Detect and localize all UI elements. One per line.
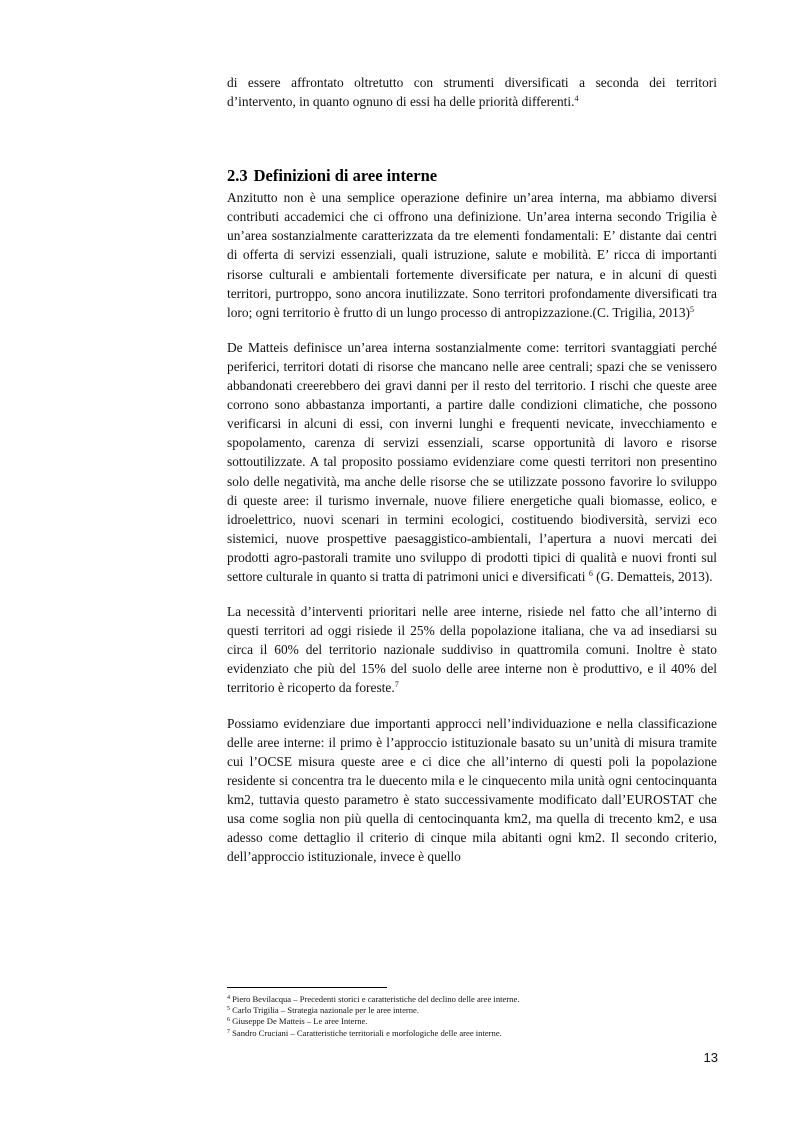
paragraph — [227, 602, 717, 697]
footnote — [227, 994, 717, 1005]
footnote-separator — [227, 987, 387, 988]
paragraph-text: Anzitutto non è una semplice operazione definire un’area interna, ma abbiamo diversi contributi accademici che ci offrono una definizione. Un’area interna secondo Trigilia è un’area sostanzialmente caratterizzata da tre elementi fondamentali: E’ distante dai centri di offerta di servizi essenziali, quali istruzione, salute e mobilità. E’ ricca di importanti risorse culturali e ambientali fortemente diversificate per natura, e in alcuni di questi territori, purtroppo, sono ancora inutilizzate. Sono territori profondamente diversificati tra loro; ogni territorio è frutto di un lungo processo di antropizzazione.(C. Trigilia, 2013) — [227, 190, 717, 320]
footnote-ref: 4 — [574, 94, 579, 104]
footnote-text: Sandro Cruciani – Caratteristiche territoriali e morfologiche delle aree interne. — [232, 1027, 502, 1038]
footnotes — [227, 987, 717, 1039]
paragraph-text: Possiamo evidenziare due importanti approcci nell’individuazione e nella classificazione delle aree interne: il primo è l’approccio istituzionale basato su un’unità di misura tramite cui l’OCSE misura queste aree e ci dice che all’interno di questi poli la popolazione residente si concentra tra le duecento mila e le cinquecento mila unità ogni centocinquanta km2, tuttavia questo parametro è stato successivamente modificato dall’EUROSTAT che usa come soglia non più quella di centocinquanta km2, ma quella di trecento km2, e usa adesso come dettaglio il criterio di cinque mila abitanti ogni km2. Il secondo criterio, dell’approccio istituzionale, invece è quello — [227, 715, 717, 865]
footnote-number: 5 — [227, 1006, 230, 1013]
footnote — [227, 1028, 717, 1039]
paragraph — [227, 714, 717, 867]
page-number: 13 — [703, 1050, 718, 1065]
paragraph — [227, 338, 717, 586]
paragraph-text: De Matteis definisce un’area interna sostanzialmente come: territori svantaggiati perché periferici, territori dotati di risorse che mancano nelle aree centrali; spazi che se venissero abbandonati creerebbero dei gravi danni per il resto del territorio. I rischi che queste aree corrono sono abbastanza importanti, a partire dalle condizioni climatiche, che possono verificarsi in alcuni di essi, con inverni lunghi e frequenti nevicate, invecchiamento e spopolamento, carenza di servizi essenziali, scarse opportunità di lavoro e risorse sottoutilizzate. A tal proposito possiamo evidenziare come questi territori non presentino solo delle negatività, ma anche delle risorse che se utilizzate possono favorire lo sviluppo di queste aree: il turismo invernale, nuove filiere energetiche quali biomasse, eolico, e idroelettrico, nuovi scenari in termini ecologici, costituendo biodiversità, servizi eco sistemici, nuove prospettive paesaggistico-ambientali, l’apertura a nuovi mercati dei prodotti agro-pastorali tramite uno sviluppo di prodotti tipici di qualità e nuovi fronti sul settore culturale in quanto si tratta di patrimoni unici e diversificati — [227, 339, 717, 584]
section-number: 2.3 — [227, 166, 248, 186]
body-text — [227, 73, 717, 866]
footnote-text: Giuseppe De Matteis – Le aree Interne. — [232, 1016, 368, 1027]
footnote — [227, 1005, 717, 1016]
footnote-number: 7 — [227, 1028, 230, 1035]
citation-text: (G. Dematteis, 2013). — [592, 568, 713, 584]
footnote — [227, 1016, 717, 1027]
section-heading — [227, 166, 717, 186]
intro-paragraph — [227, 73, 717, 111]
footnote-text: Carlo Trigilia – Strategia nazionale per le aree interne. — [232, 1005, 420, 1016]
footnote-ref: 5 — [690, 304, 695, 314]
footnote-number: 4 — [227, 995, 230, 1001]
paragraph — [227, 188, 717, 322]
paragraph-text: La necessità d’interventi prioritari nelle aree interne, risiede nel fatto che all’interno di questi territori ad oggi risiede il 25% della popolazione italiana, che va ad insediarsi su circa il 60% del territorio nazionale suddiviso in quattromila comuni. Inoltre è stato evidenziato che più del 15% del suolo delle aree interne non è produttivo, e il 40% del territorio è ricoperto da foreste. — [227, 604, 717, 696]
footnote-ref: 7 — [394, 680, 399, 690]
footnote-text: Piero Bevilacqua – Precedenti storici e caratteristiche del declino delle aree interne. — [232, 994, 520, 1004]
footnote-ref: 6 — [588, 568, 593, 578]
footnote-number: 6 — [227, 1017, 230, 1024]
intro-text: di essere affrontato oltretutto con strumenti diversificati a seconda dei territori d’intervento, in quanto ognuno di essi ha delle priorità differenti. — [227, 75, 717, 110]
section-title: Definizioni di aree interne — [253, 166, 438, 186]
